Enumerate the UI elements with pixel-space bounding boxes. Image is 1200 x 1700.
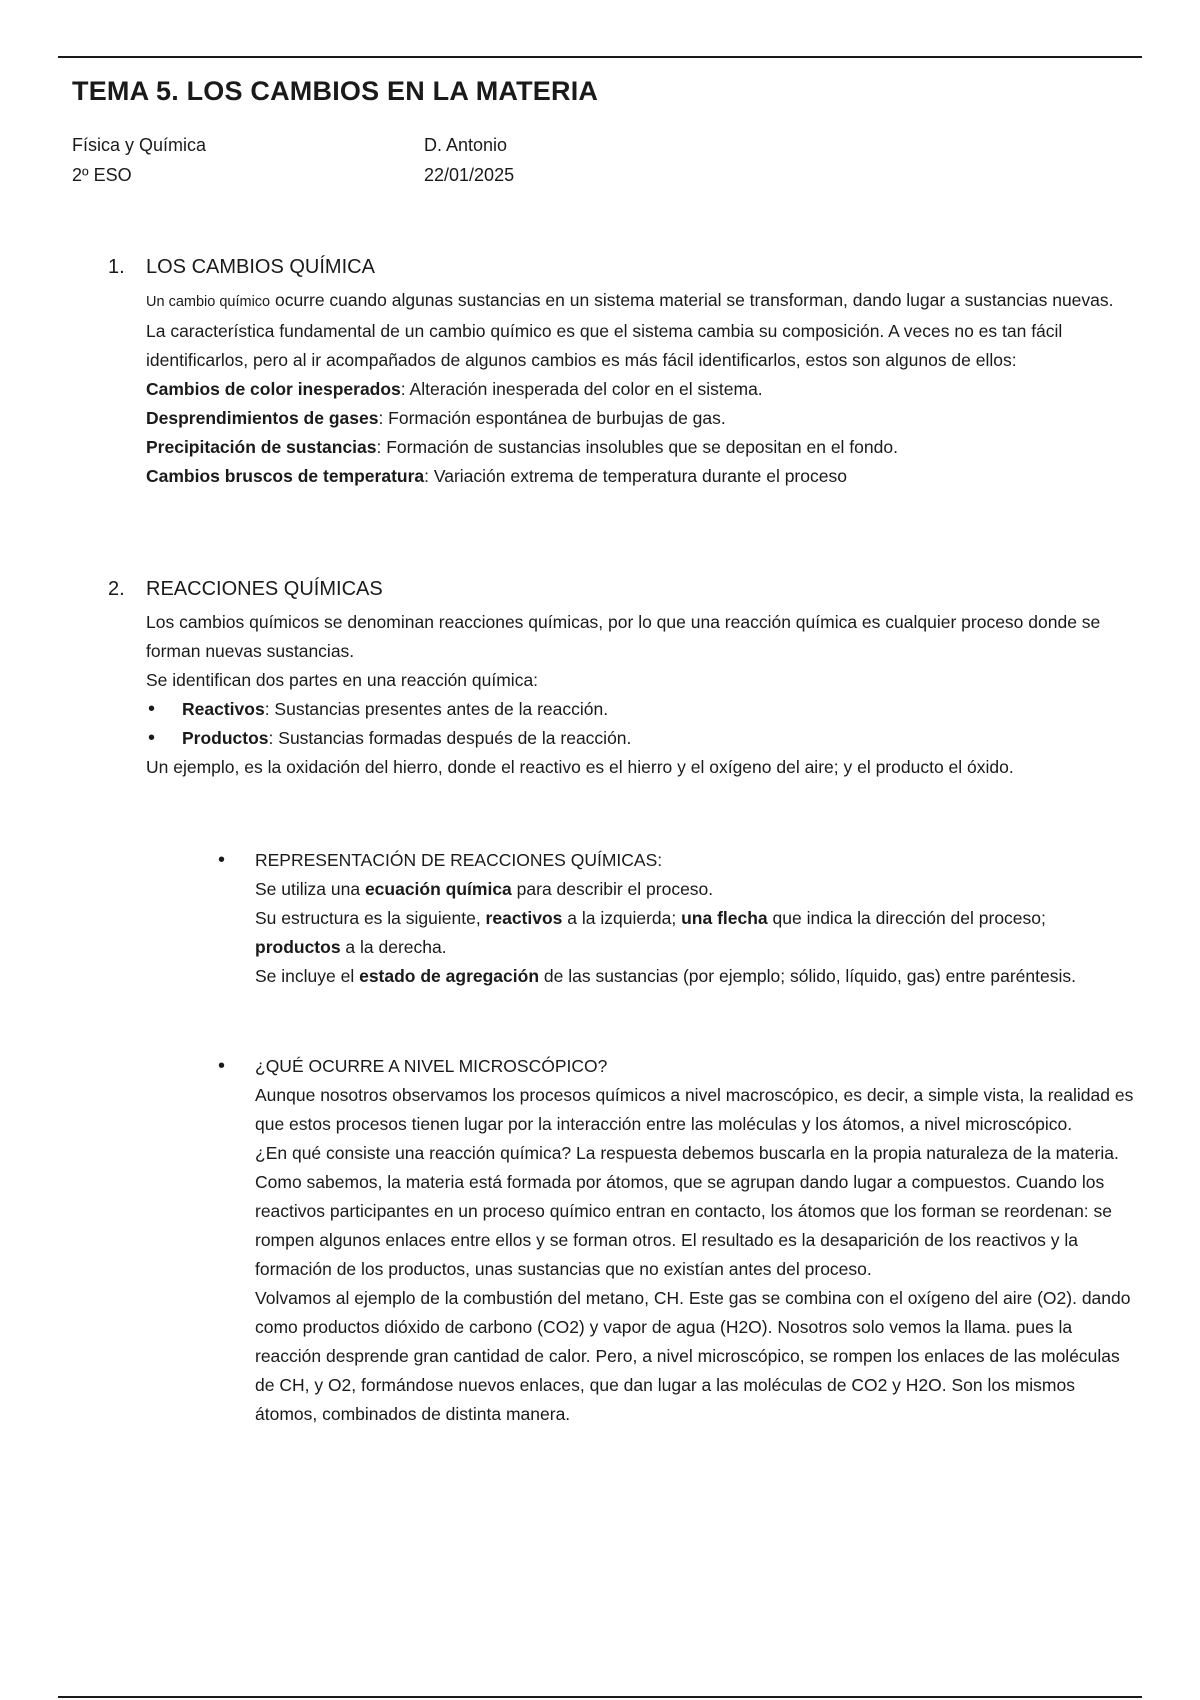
section2-example: Un ejemplo, es la oxidación del hierro, donde el reactivo es el hierro y el oxígeno del aire; y el producto el óxido. — [146, 757, 1014, 777]
representation-body — [255, 875, 1135, 991]
top-rule — [58, 56, 1142, 58]
change-item-term: Cambios bruscos de temperatura — [146, 466, 425, 486]
subject: Física y Química — [72, 135, 207, 155]
section1-intro-rest: ocurre cuando algunas sustancias en un sistema material se transforman, dando lugar a sustancias nuevas. La característica fundamental de un cambio químico es que el sistema cambia su composición. A veces no es tan fácil identificarlos, pero al ir acompañados de algunos cambios es más fácil identificarlos, estos son algunos de ellos: — [146, 290, 1114, 370]
section1-body — [146, 286, 1126, 491]
microscopic-body — [255, 1081, 1135, 1429]
section2-parts-intro: Se identifican dos partes en una reacción química: — [146, 670, 539, 690]
section2-intro: Los cambios químicos se denominan reacciones químicas, por lo que una reacción química es cualquier proceso donde se forman nuevas sustancias. — [146, 612, 1101, 661]
change-item-term: Cambios de color inesperados — [146, 379, 401, 399]
section1-number: 1. — [108, 256, 125, 278]
part-term: Productos — [182, 728, 269, 748]
teacher: D. Antonio — [424, 135, 508, 155]
change-item-term: Precipitación de sustancias — [146, 437, 377, 457]
bullet-icon: • — [218, 849, 226, 871]
microscopic-paragraph: Volvamos al ejemplo de la combustión del metano, CH. Este gas se combina con el oxígeno del aire (O2). dando como productos dióxido de carbono (CO2) y vapor de agua (H2O). Nosotros solo vemos la llama. pues la reacción desprende gran cantidad de calor. Pero, a nivel microscópico, se rompen los enlaces de las moléculas de CH, y O2, formándose nuevos enlaces, que dan lugar a las moléculas de CO2 y H2O. Son los mismos átomos, combinados de distinta manera. — [255, 1288, 1131, 1424]
text-fragment: Su estructura es la siguiente, — [255, 908, 486, 928]
change-item-desc: : Alteración inesperada del color en el sistema. — [400, 379, 763, 399]
section2-number: 2. — [108, 578, 125, 600]
section1-heading — [108, 256, 375, 279]
text-fragment: Se incluye el — [255, 966, 360, 986]
change-item-desc: : Formación espontánea de burbujas de gas. — [378, 408, 726, 428]
bold-term: estado de agregación — [359, 966, 540, 986]
meta-right — [424, 130, 514, 190]
microscopic-paragraph: ¿En qué consiste una reacción química? La respuesta debemos buscarla en la propia naturaleza de la materia. Como sabemos, la materia está formada por átomos, que se agrupan dando lugar a compuestos. Cuando los reactivos participantes en un proceso químico entran en contacto, los átomos que los forman se reordenan: se rompen algunos enlaces entre ellos y se forman otros. El resultado es la desaparición de los reactivos y la formación de los productos, unas sustancias que no existían antes del proceso. — [255, 1143, 1119, 1279]
section2-title: REACCIONES QUÍMICAS — [146, 578, 383, 600]
list-item — [146, 695, 1126, 724]
change-item — [146, 375, 1126, 404]
microscopic-paragraph: Aunque nosotros observamos los procesos químicos a nivel macroscópico, es decir, a simple vista, la realidad es que estos procesos tienen lugar por la interacción entre las moléculas y los átomos, a nivel microscópico. — [255, 1085, 1134, 1134]
section2-heading — [108, 578, 383, 601]
change-item — [146, 433, 1126, 462]
bold-term: productos — [255, 937, 341, 957]
bold-term: una flecha — [681, 908, 768, 928]
bottom-rule — [58, 1696, 1142, 1698]
text-fragment: Se utiliza una — [255, 879, 365, 899]
date: 22/01/2025 — [424, 165, 515, 185]
course: 2º ESO — [72, 165, 132, 185]
page-title: TEMA 5. LOS CAMBIOS EN LA MATERIA — [72, 76, 599, 106]
representation-line — [255, 875, 1135, 904]
section1-title: LOS CAMBIOS QUÍMICA — [146, 256, 375, 278]
part-desc: : Sustancias presentes antes de la reacción. — [264, 699, 609, 719]
text-fragment: para describir el proceso. — [511, 879, 714, 899]
list-item — [146, 724, 1126, 753]
part-term: Reactivos — [182, 699, 265, 719]
change-item-desc: : Variación extrema de temperatura durante el proceso — [424, 466, 847, 486]
change-item-desc: : Formación de sustancias insolubles que se depositan en el fondo. — [376, 437, 898, 457]
representation-heading: REPRESENTACIÓN DE REACCIONES QUÍMICAS: — [255, 850, 663, 870]
part-desc: : Sustancias formadas después de la reacción. — [268, 728, 632, 748]
bold-term: reactivos — [485, 908, 563, 928]
change-item-term: Desprendimientos de gases — [146, 408, 379, 428]
change-item — [146, 462, 1126, 491]
bullet-icon: • — [218, 1055, 226, 1077]
representation-line — [255, 962, 1135, 991]
bold-term: ecuación química — [364, 879, 512, 899]
section1-intro-term: Un cambio químico — [146, 294, 271, 310]
change-item — [146, 404, 1126, 433]
text-fragment: a la derecha. — [340, 937, 447, 957]
text-fragment: de las sustancias (por ejemplo; sólido, líquido, gas) entre paréntesis. — [539, 966, 1076, 986]
section2-body — [146, 608, 1126, 782]
meta-left — [72, 130, 206, 190]
text-fragment: que indica la dirección del proceso; — [767, 908, 1046, 928]
representation-line — [255, 904, 1135, 962]
text-fragment: a la izquierda; — [562, 908, 682, 928]
section1-intro — [146, 286, 1126, 375]
microscopic-heading: ¿QUÉ OCURRE A NIVEL MICROSCÓPICO? — [255, 1056, 608, 1076]
parts-list — [146, 695, 1126, 753]
